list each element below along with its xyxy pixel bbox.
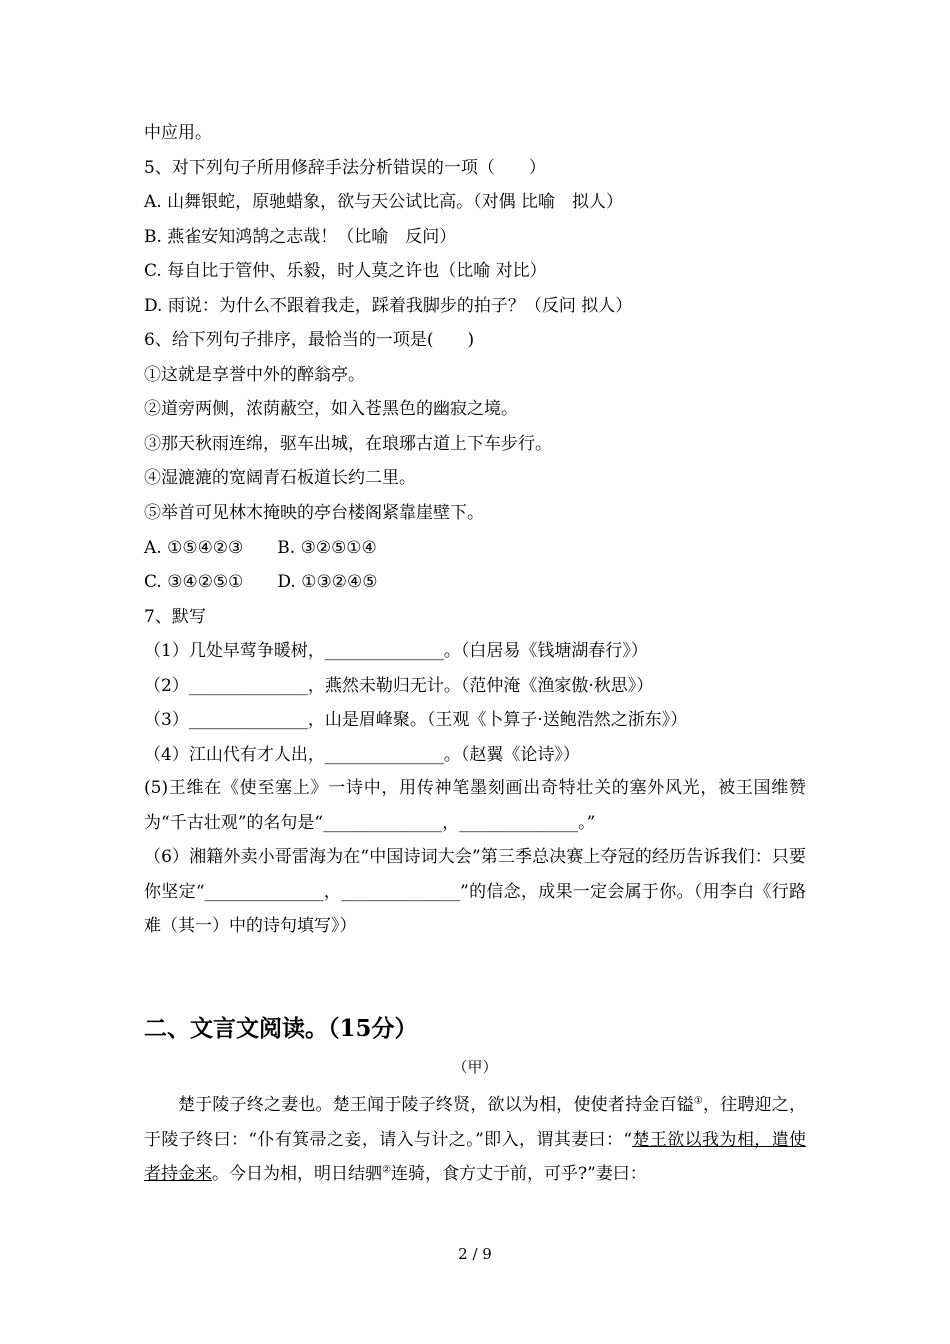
dictation-6: （6）湘籍外卖小哥雷海为在“中国诗词大会”第三季总决赛上夺冠的经历告诉我们：只要你坚定“______________，______________”的信念，成果一定会属于你。（用李白《行路难（其一）中的诗句填写》） xyxy=(144,847,806,936)
option-c: C. 每自比于管仲、乐毅，时人莫之许也（比喻 对比） xyxy=(144,261,547,281)
passage-text: 连骑，食方丈于前，可乎?”妻曰： xyxy=(390,1164,647,1184)
footnote-marker: ② xyxy=(382,1164,391,1176)
classical-passage xyxy=(144,1088,806,1192)
section-heading: 二、文言文阅读。（15分） xyxy=(144,1015,418,1042)
dictation-5: (5)王维在《使至塞上》一诗中，用传神笔墨刻画出奇特壮关的塞外风光，被王国维赞为“千古壮观”的名句是“______________，______________。” xyxy=(144,778,806,833)
dictation-3: （3）______________，山是眉峰聚。（王观《卜算子·送鲍浩然之浙东》） xyxy=(144,710,688,730)
order-options-cd: C. ③④②⑤① D. ①③②④⑤ xyxy=(144,572,378,592)
option-b: B. 燕雀安知鸿鹄之志哉！（比喻 反问） xyxy=(144,227,457,247)
passage-subtitle: （甲） xyxy=(452,1058,498,1076)
sentence-3: ③那天秋雨连绵，驱车出城，在琅琊古道上下车步行。 xyxy=(144,434,552,454)
option-d: D. 雨说：为什么不跟着我走，踩着我脚步的拍子？（反问 拟人） xyxy=(144,296,633,316)
sentence-2: ②道旁两侧，浓荫蔽空，如入苍黑色的幽寂之境。 xyxy=(144,399,518,419)
sentence-4: ④湿漉漉的宽阔青石板道长约二里。 xyxy=(144,468,416,488)
footnote-marker: ① xyxy=(693,1095,704,1107)
sentence-1: ①这就是享誉中外的醉翁亭。 xyxy=(144,365,365,385)
underlined-sentence: 楚王欲以我为相，遣使者持金来 xyxy=(144,1129,807,1184)
page-number: 2 / 9 xyxy=(458,1245,492,1263)
order-options-ab: A. ①⑤④②③ B. ③②⑤①④ xyxy=(144,538,377,558)
dictation-1: （1）几处早莺争暖树，______________。（白居易《钱塘湖春行》） xyxy=(144,641,648,661)
passage-text: 楚于陵子终之妻也。楚王闻于陵子终贤，欲以为相，使使者持金百镒 xyxy=(178,1095,694,1115)
question-5: 5、对下列句子所用修辞手法分析错误的一项（ ） xyxy=(144,158,546,178)
sentence-5: ⑤举首可见林木掩映的亭台楼阁紧靠崖壁下。 xyxy=(144,503,484,523)
option-a: A. 山舞银蛇，原驰蜡象，欲与天公试比高。（对偶 比喻 拟人） xyxy=(144,192,623,212)
dictation-2: （2）______________，燕然未勒归无计。（范仲淹《渔家傲·秋思》） xyxy=(144,676,654,696)
passage-text: ，往聘迎之，于陵子终曰：“仆有箕帚之妾，请入与计之。”即入，谓其妻曰：“ xyxy=(144,1095,807,1150)
passage-text: 。今日为相，明日结驷 xyxy=(212,1164,382,1184)
question-7: 7、默写 xyxy=(144,607,206,627)
dictation-4: （4）江山代有才人出，______________。（赵翼《论诗》） xyxy=(144,745,580,765)
text-line: 中应用。 xyxy=(144,123,212,143)
question-6: 6、给下列句子排序，最恰当的一项是( ) xyxy=(144,330,475,350)
